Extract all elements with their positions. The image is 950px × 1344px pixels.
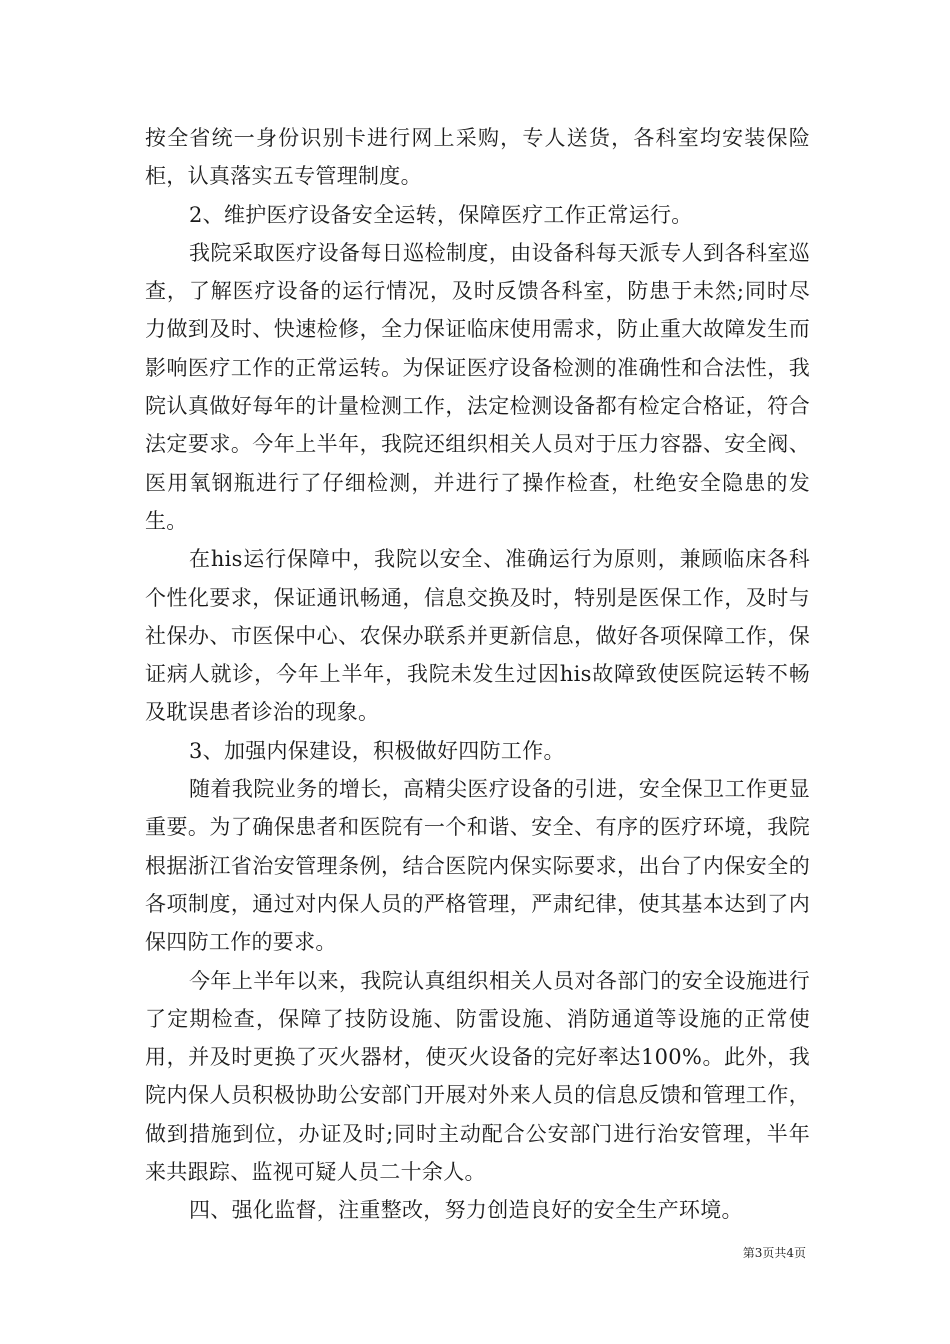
paragraph-his-operation: 在his运行保障中，我院以安全、准确运行为原则，兼顾临床各科个性化要求，保证通讯畅通，信息交换及时，特别是医保工作，及时与社保办、市医保中心、农保办联系并更新信息，做好各项保障工作，保证病人就诊，今年上半年，我院未发生过因his故障致使医院运转不畅及耽误患者诊治的现象。 — [145, 547, 810, 725]
paragraph-security-rules: 随着我院业务的增长，高精尖医疗设备的引进，安全保卫工作更显重要。为了确保患者和医院有一个和谐、安全、有序的医疗环境，我院根据浙江省治安管理条例，结合医院内保实际要求，出台了内保安全的各项制度，通过对内保人员的严格管理，严肃纪律，使其基本达到了内保四防工作的要求。 — [145, 777, 810, 955]
section-heading-internal-security: 3、加强内保建设，积极做好四防工作。 — [189, 738, 565, 763]
paragraph-equipment-inspection: 我院采取医疗设备每日巡检制度，由设备科每天派专人到各科室巡查，了解医疗设备的运行情况，及时反馈各科室，防患于未然;同时尽力做到及时、快速检修，全力保证临床使用需求，防止重大故障发生而影响医疗工作的正常运转。为保证医疗设备检测的准确性和合法性，我院认真做好每年的计量检测工作，法定检测设备都有检定合格证，符合法定要求。今年上半年，我院还组织相关人员对于压力容器、安全阀、医用氧钢瓶进行了仔细检测，并进行了操作检查，杜绝安全隐患的发生。 — [145, 240, 810, 533]
paragraph-safety-checks: 今年上半年以来，我院认真组织相关人员对各部门的安全设施进行了定期检查，保障了技防设施、防雷设施、消防通道等设施的正常使用，并及时更换了灭火器材，使灭火设备的完好率达100%。此外，我院内保人员积极协助公安部门开展对外来人员的信息反馈和管理工作，做到措施到位，办证及时;同时主动配合公安部门进行治安管理，半年来共跟踪、监视可疑人员二十余人。 — [145, 968, 810, 1185]
page-number: 第3页共4页 — [742, 1246, 806, 1260]
document-body — [145, 119, 810, 1230]
paragraph-continuation: 按全省统一身份识别卡进行网上采购，专人送货，各科室均安装保险柜，认真落实五专管理制度。 — [145, 126, 810, 189]
section-heading-equipment-safety: 2、维护医疗设备安全运转，保障医疗工作正常运行。 — [189, 202, 693, 227]
section-heading-supervision: 四、强化监督，注重整改，努力创造良好的安全生产环境。 — [189, 1198, 743, 1223]
